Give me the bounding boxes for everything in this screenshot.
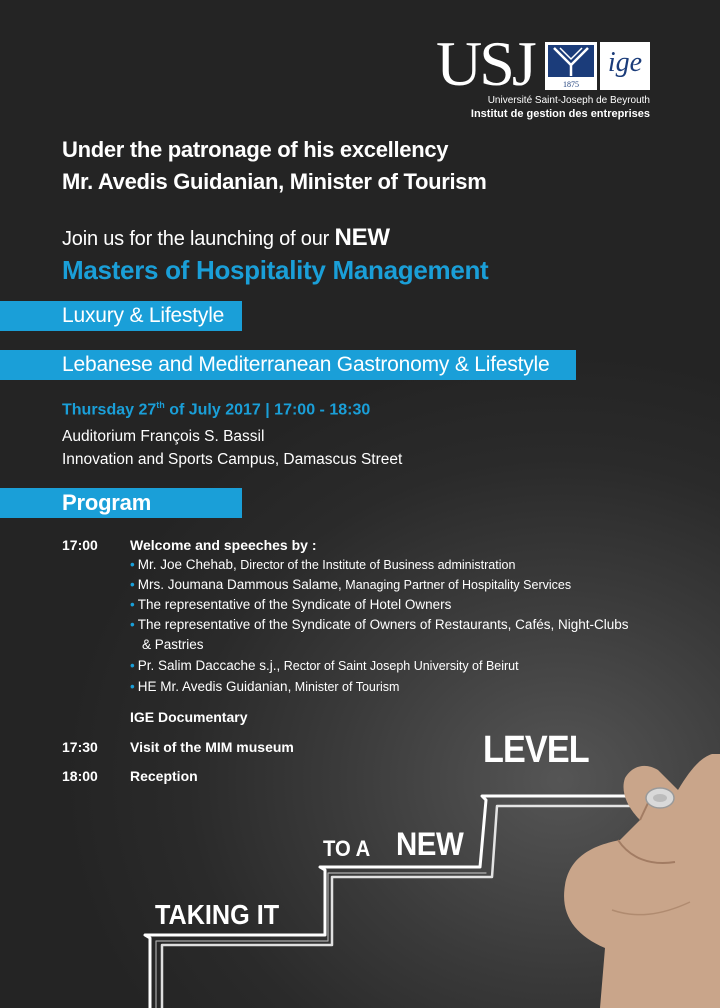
speaker-item [130, 597, 451, 612]
patronage-line-2: Mr. Avedis Guidanian, Minister of Tourism [62, 169, 487, 194]
program-heading-band: Program [0, 488, 242, 518]
usj-logo-text: USJ [436, 28, 534, 99]
event-date-suffix: th [156, 400, 165, 410]
ige-logo [600, 42, 650, 90]
speaker-name: The representative of the Syndicate of Owners of Restaurants, Cafés, Night-Clubs [137, 617, 629, 632]
speaker-item [130, 557, 515, 572]
welcome-time: 17:00 [62, 537, 98, 553]
bullet-icon: • [130, 658, 135, 673]
speaker-name: Pr. Salim Daccache s.j., [137, 658, 281, 673]
slogan-to-a: TO A [323, 836, 371, 861]
crest-year: 1875 [563, 80, 579, 89]
slogan-taking-it: TAKING IT [155, 899, 280, 930]
track-gastronomy-band: Lebanese and Mediterranean Gastronomy & Lifestyle [0, 350, 576, 380]
slogan-new: NEW [396, 826, 464, 862]
reception-time: 18:00 [62, 768, 98, 784]
invitation-lead-text: Join us for the launching of our [62, 228, 335, 250]
hand-icon [564, 754, 720, 1008]
speaker-item [130, 577, 571, 592]
bullet-icon: • [130, 597, 135, 612]
bullet-icon: • [130, 577, 135, 592]
speaker-item [130, 617, 628, 632]
usj-crest-icon [545, 42, 597, 90]
ige-logo-text: ige [607, 47, 643, 78]
venue-line-2: Innovation and Sports Campus, Damascus Street [62, 451, 403, 468]
event-date-rest: of July 2017 | 17:00 - 18:30 [164, 401, 371, 419]
invitation-lead [62, 224, 390, 252]
institute-name: Institut de gestion des entreprises [470, 108, 650, 120]
university-name: Université Saint-Joseph de Beyrouth [487, 95, 650, 106]
speaker-role: Director of the Institute of Business administration [236, 558, 516, 572]
speaker-name: The representative of the Syndicate of Hotel Owners [137, 597, 452, 612]
invitation-new: NEW [334, 224, 390, 251]
visit-title: Visit of the MIM museum [130, 739, 294, 755]
event-date [62, 400, 370, 419]
bullet-icon: • [130, 557, 135, 572]
speaker-role: Minister of Tourism [291, 680, 400, 694]
speaker-role: Managing Partner of Hospitality Services [341, 578, 572, 592]
documentary-title: IGE Documentary [130, 709, 248, 725]
venue-line-1: Auditorium François S. Bassil [62, 428, 265, 445]
speaker-item [130, 658, 519, 673]
speaker-role: Rector of Saint Joseph University of Beirut [280, 659, 519, 673]
speaker-name: Mrs. Joumana Dammous Salame, [137, 577, 342, 592]
bullet-icon: • [130, 679, 135, 694]
reception-title: Reception [130, 768, 198, 784]
speaker-continuation: & Pastries [142, 637, 204, 652]
track-luxury-band: Luxury & Lifestyle [0, 301, 242, 331]
visit-time: 17:30 [62, 739, 98, 755]
event-date-day: Thursday 27 [62, 401, 157, 419]
program-title: Masters of Hospitality Management [62, 255, 489, 285]
speaker-name: Mr. Joe Chehab, [137, 557, 237, 572]
welcome-title: Welcome and speeches by : [130, 537, 317, 553]
slogan-level: LEVEL [483, 729, 589, 771]
speaker-name: HE Mr. Avedis Guidanian, [137, 679, 292, 694]
bullet-icon: • [130, 617, 135, 632]
patronage-line-1: Under the patronage of his excellency [62, 137, 449, 162]
